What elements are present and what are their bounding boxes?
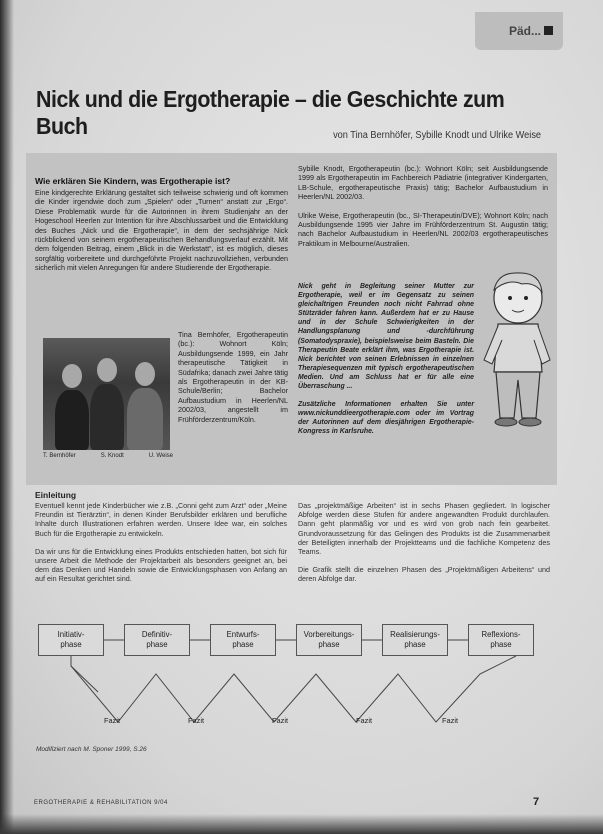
nick-summary [298,282,474,446]
footer-journal: ERGOTHERAPIE & REHABILITATION 9/04 [34,800,168,806]
fazit-label-2: Fazit [188,716,205,725]
project-phases-diagram [38,624,563,736]
nick-summary-text: Nick geht in Begleitung seiner Mutter zur Ergotherapie, weil er im Gegensatz zu seinen gleichaltrigen Freunden noch nicht Fahrrad ohne Stützräder fahren kann. Außerdem hat er zu Hause und in der Schule Schwierigkeiten in der Handlungsplanung und -durchführung (Somatodyspraxie), beispielsweise beim Basteln. Die Therapeutin Beate erklärt ihm, was Ergotherapie ist. Nick berichtet von seinen Erlebnissen in einzelnen Therapiesequenzen mit typisch ergotherapeutischen Medien. Und am Schluss hat er für alle eine Überraschung ... [298,283,474,391]
phase-box-entwurf: Entwurfs- phase [210,624,276,656]
portrait-knodt: Sybille Knodt, Ergotherapeutin (bc.): Wohnort Köln; seit Ausbildungsende 1999 als Ergotherapeutin im Fachbereich Pädiatrie (integrativer Kindergarten, LB-Schule, ergotherapeutische Praxis) tätig; Bachelor Aufbaustudium in Heerlen/NL 2002/03. [298,164,548,202]
page-number: 7 [533,796,540,808]
fazit-label-4: Fazit [356,716,373,725]
photo-face-2 [97,358,117,382]
body-right-p2: Die Grafik stellt die einzelnen Phasen des „Projektmäßigen Arbeitens“ und deren Abfolge dar. [298,565,550,584]
body-right-p1: Das „projektmäßige Arbeiten“ ist in sechs Phasen gegliedert. In logischer Abfolge werden diese Stufen für andere angewandten Produkt durchlaufen. Dann geht planmäßig vor und es wird von grob nach fein gearbeitet. Grundvoraussetzung für das Gelingen des Produkts ist die Zusammenarbeit der Beteiligten innerhalb der Projektteams und die fachliche Kompetenz des Teams. [298,501,550,557]
caption-knodt: S. Knodt [100,453,124,459]
section-tab-label: Päd... [508,24,541,38]
portrait-weise: Ulrike Weise, Ergotherapeutin (bc., SI-Therapeutin/DVE); Wohnort Köln; nach Ausbildungsende 1995 vier Jahre im Frühförderzentrum St. Augustin tätig; nach Bachelor Aufbaustudium in Heerlen/NL 2002/03 ergotherapeutisches Praktikum in Melbourne/Australien. [298,210,548,248]
infobox-intro-text: Eine kindgerechte Erklärung gestaltet sich teilweise schwierig und oft kommen die Kinder irgendwie doch zum „Spielen“ oder „Turnen“ anstatt zur „Ergo“. Diese Problematik wurde für die Autorinnen in ihrem Studienjahr an der Hogeschool Heerlen zur Intention für ihre Abschlussarbeit und die Entwicklung des Buches „Nick und die Ergotherapie“, in dem der sechsjährige Nick rückblickend von seinem ergotherapeutischen Behandlungsverlauf erzählt. Mit dem folgenden Beitrag, einem „Blick in die Werkstatt“, ist es möglich, dieses sorgfältig vorbereitete und durchgeführte Projekt nachzuvollziehen, verbunden sicherlich mit vielen Anregungen für andere Studierende der Ergotherapie. [35,188,288,273]
page-binding-shadow [0,0,14,834]
body-column-left [35,501,287,593]
body-column-right [298,501,550,593]
infobox-intro [35,176,288,282]
caption-bernhoefer: T. Bernhöfer [43,453,76,459]
fazit-label-5: Fazit [442,716,459,725]
section-tab [475,12,563,50]
page-bottom-shadow [0,814,603,834]
caption-weise: U. Weise [148,453,173,459]
fazit-label-1: Fazit [104,716,121,725]
phase-box-definitiv: Definitiv- phase [124,624,190,656]
section-marker-icon [544,26,553,35]
phase-box-reflexion: Reflexions- phase [468,624,534,656]
body-left-p1: Eventuell kennt jede Kinderbücher wie z.B. „Conni geht zum Arzt“ oder „Meine Freundin ist Tierärztin“, in denen Kinder Berufsbilder erklären und berufliche Inhalte durch Illustrationen erfahren werden. Unsere Idee war, ein solches Buch für die Ergotherapie zu entwickeln. [35,501,287,538]
phase-box-realisierung: Realisierungs- phase [382,624,448,656]
infobox-right-column [298,164,548,257]
phase-box-initiativ: Initiativ- phase [38,624,104,656]
nick-more-info: Zusätzliche Informationen erhalten Sie unter www.nickunddieergotherapie.com oder im Vortrag der Autorinnen auf dem diesjährigen Ergotherapie-Kongress in Karlsruhe. [298,401,474,436]
photo-face-1 [62,364,82,388]
photo-captions [43,453,173,459]
infobox-heading: Wie erklären Sie Kindern, was Ergotherapie ist? [35,176,231,186]
section-heading-einleitung: Einleitung [35,490,77,500]
fazit-label-3: Fazit [272,716,289,725]
article-authors: von Tina Bernhöfer, Sybille Knodt und Ulrike Weise [333,130,541,141]
boy-illustration [478,268,556,428]
body-left-p2: Da wir uns für die Entwicklung eines Produkts entschieden hatten, bot sich für unsere Arbeit die Methode der Projektarbeit als besonders geeignet an, bei dem das Denken und Handeln sowie die Entwicklungsphasen von Anfang an auf ein Resultat gerichtet sind. [35,546,287,584]
photo-face-3 [135,362,155,386]
phase-box-vorbereitung: Vorbereitungs- phase [296,624,362,656]
portrait-bernhoefer: Tina Bernhöfer, Ergotherapeutin (bc.): Wohnort Köln; Ausbildungsende 1999, ein Jahr therapeutische Tätigkeit in Südafrika; danach zwei Jahre tätig als Ergotherapeutin in der KB-Schule/Berlin; Bachelor Aufbaustudium in Heerlen/NL 2002/03, angestellt im Frühförderzentrum/Köln. [178,330,288,424]
photo-person-2 [90,384,124,450]
diagram-credit: Modifiziert nach M. Sponer 1999, S.26 [36,746,147,753]
photo-person-1 [55,390,89,450]
authors-photo [43,338,170,450]
article-title: Nick und die Ergotherapie – die Geschichte zum Buch [36,86,505,139]
photo-person-3 [127,388,163,450]
